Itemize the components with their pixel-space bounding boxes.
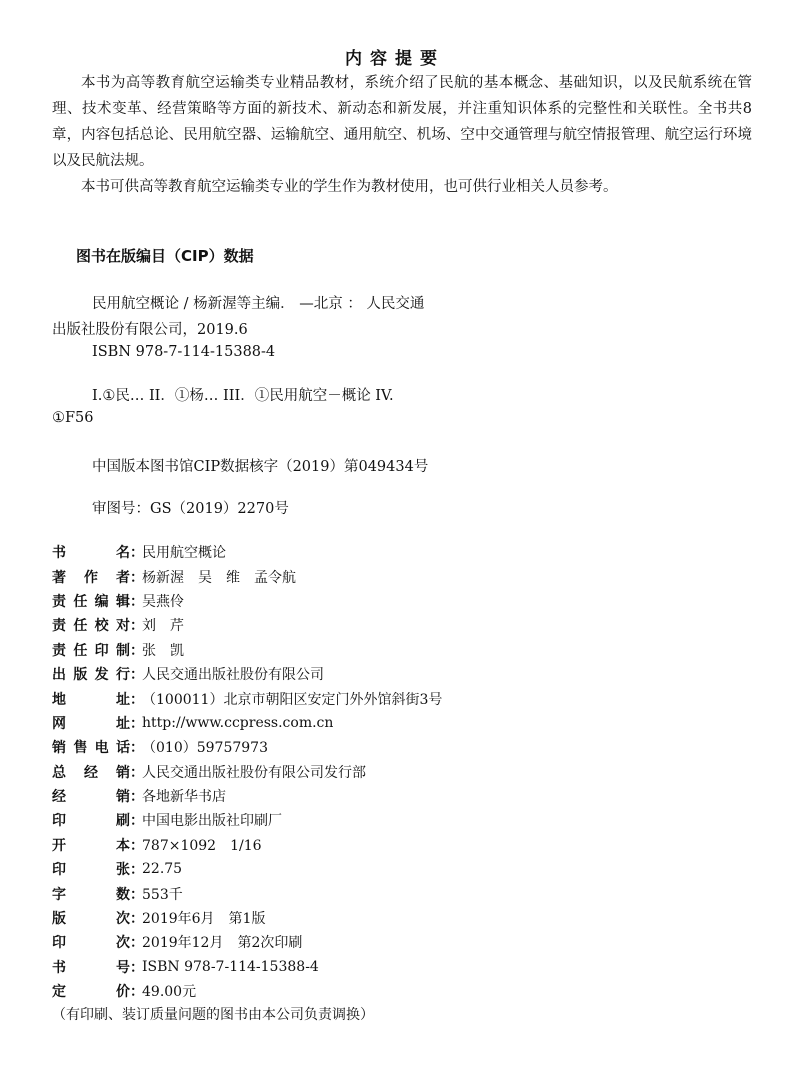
imprint-label: 版 次 (52, 911, 130, 928)
imprint-value: 22.75 (142, 861, 183, 878)
imprint-value: 人民交通出版社股份有限公司 (142, 667, 324, 684)
imprint-value: 787×1092 1/16 (142, 837, 262, 854)
imprint-row (52, 540, 752, 564)
imprint-colon: ： (130, 984, 144, 1001)
imprint-value: 张 凯 (142, 642, 184, 659)
imprint-colon: ： (130, 789, 144, 806)
imprint-label: 著 作 者 (52, 569, 130, 586)
cip-classification: I.①民… II．①杨… III．①民用航空－概论 IV. (92, 388, 394, 404)
imprint-label: 责 任 编 辑 (52, 593, 130, 610)
imprint-value: 民用航空概论 (142, 545, 226, 562)
imprint-colon: ： (130, 691, 144, 708)
imprint-row (52, 955, 752, 979)
imprint-label: 销 售 电 话 (52, 740, 130, 757)
cip-isbn: ISBN 978-7-114-15388-4 (92, 344, 276, 360)
summary-paragraph: 本书可供高等教育航空运输类专业的学生作为教材使用，也可供行业相关人员参考。 (81, 179, 618, 195)
imprint-colon: ： (130, 862, 144, 879)
imprint-row (52, 784, 752, 808)
imprint-colon: ： (130, 593, 144, 610)
cip-heading: 图书在版编目（CIP）数据 (76, 247, 254, 265)
imprint-label: 出 版 发 行 (52, 667, 130, 684)
imprint-row (52, 662, 752, 686)
imprint-row (52, 906, 752, 930)
imprint-colon: ： (130, 813, 144, 830)
map-review-number: 审图号：GS（2019）2270号 (92, 501, 289, 517)
imprint-colon: ： (130, 667, 144, 684)
footnote: （有印刷、装订质量问题的图书由本公司负责调换） (52, 1007, 374, 1023)
cip-line: 出版社股份有限公司，2019.6 (52, 322, 248, 338)
imprint-colon: ： (130, 740, 144, 757)
imprint-label: 定 价 (52, 984, 130, 1001)
imprint-row (52, 930, 752, 954)
imprint-row (52, 711, 752, 735)
cip-line: 民用航空概论 / 杨新渥等主编． —北京 ： 人民交通 (92, 296, 425, 312)
imprint-row (52, 589, 752, 613)
imprint-value: 49.00元 (142, 984, 197, 1001)
imprint-value: （010）59757973 (142, 740, 268, 757)
imprint-list (52, 540, 752, 1003)
imprint-label: 地 址 (52, 691, 130, 708)
imprint-colon: ： (130, 886, 144, 903)
imprint-value: 2019年12月 第2次印刷 (142, 935, 303, 952)
imprint-value: 553千 (142, 886, 183, 903)
imprint-row (52, 735, 752, 759)
imprint-colon: ： (130, 837, 144, 854)
imprint-colon: ： (130, 642, 144, 659)
imprint-label: 书 号 (52, 959, 130, 976)
imprint-label: 印 张 (52, 862, 130, 879)
imprint-value: 2019年6月 第1版 (142, 911, 266, 928)
imprint-value: （100011）北京市朝阳区安定门外外馆斜街3号 (142, 691, 443, 708)
cip-record-number: 中国版本图书馆CIP数据核字（2019）第049434号 (92, 459, 429, 475)
imprint-row (52, 833, 752, 857)
cip-classification: ①F56 (52, 410, 94, 426)
imprint-label: 书 名 (52, 545, 130, 562)
imprint-label: 总 经 销 (52, 764, 130, 781)
imprint-value: 刘 芹 (142, 618, 184, 635)
imprint-row (52, 808, 752, 832)
imprint-row (52, 760, 752, 784)
imprint-value: 中国电影出版社印刷厂 (142, 813, 282, 830)
imprint-value: 各地新华书店 (142, 789, 226, 806)
imprint-row (52, 613, 752, 637)
imprint-label: 经 销 (52, 789, 130, 806)
imprint-colon: ： (130, 715, 144, 732)
imprint-label: 网 址 (52, 715, 130, 732)
imprint-label: 开 本 (52, 837, 130, 854)
imprint-label: 责 任 印 制 (52, 642, 130, 659)
imprint-label: 印 次 (52, 935, 130, 952)
imprint-row (52, 857, 752, 881)
summary-paragraph: 本书为高等教育航空运输类专业精品教材，系统介绍了民航的基本概念、基础知识，以及民航系统在管理、技术变革、经营策略等方面的新技术、新动态和新发展，并注重知识体系的完整性和关联性。全书共8章，内容包括总论、民用航空器、运输航空、通用航空、机场、空中交通管理与航空情报管理、航空运行环境以及民航法规。 (52, 75, 752, 169)
imprint-value: 人民交通出版社股份有限公司发行部 (142, 764, 366, 781)
imprint-colon: ： (130, 545, 144, 562)
imprint-colon: ： (130, 569, 144, 586)
imprint-value: http://www.ccpress.com.cn (142, 714, 334, 731)
imprint-label: 责 任 校 对 (52, 618, 130, 635)
imprint-colon: ： (130, 764, 144, 781)
imprint-value: 吴燕伶 (142, 593, 184, 610)
imprint-row (52, 686, 752, 710)
imprint-row (52, 881, 752, 905)
imprint-value: 杨新渥 吴 维 孟令航 (142, 569, 296, 586)
imprint-label: 字 数 (52, 886, 130, 903)
imprint-colon: ： (130, 911, 144, 928)
imprint-row (52, 564, 752, 588)
imprint-row (52, 979, 752, 1003)
imprint-colon: ： (130, 959, 144, 976)
imprint-label: 印 刷 (52, 813, 130, 830)
imprint-value: ISBN 978-7-114-15388-4 (142, 958, 319, 975)
summary-title: 内容提要 (345, 49, 445, 69)
imprint-colon: ： (130, 618, 144, 635)
imprint-row (52, 638, 752, 662)
imprint-colon: ： (130, 935, 144, 952)
